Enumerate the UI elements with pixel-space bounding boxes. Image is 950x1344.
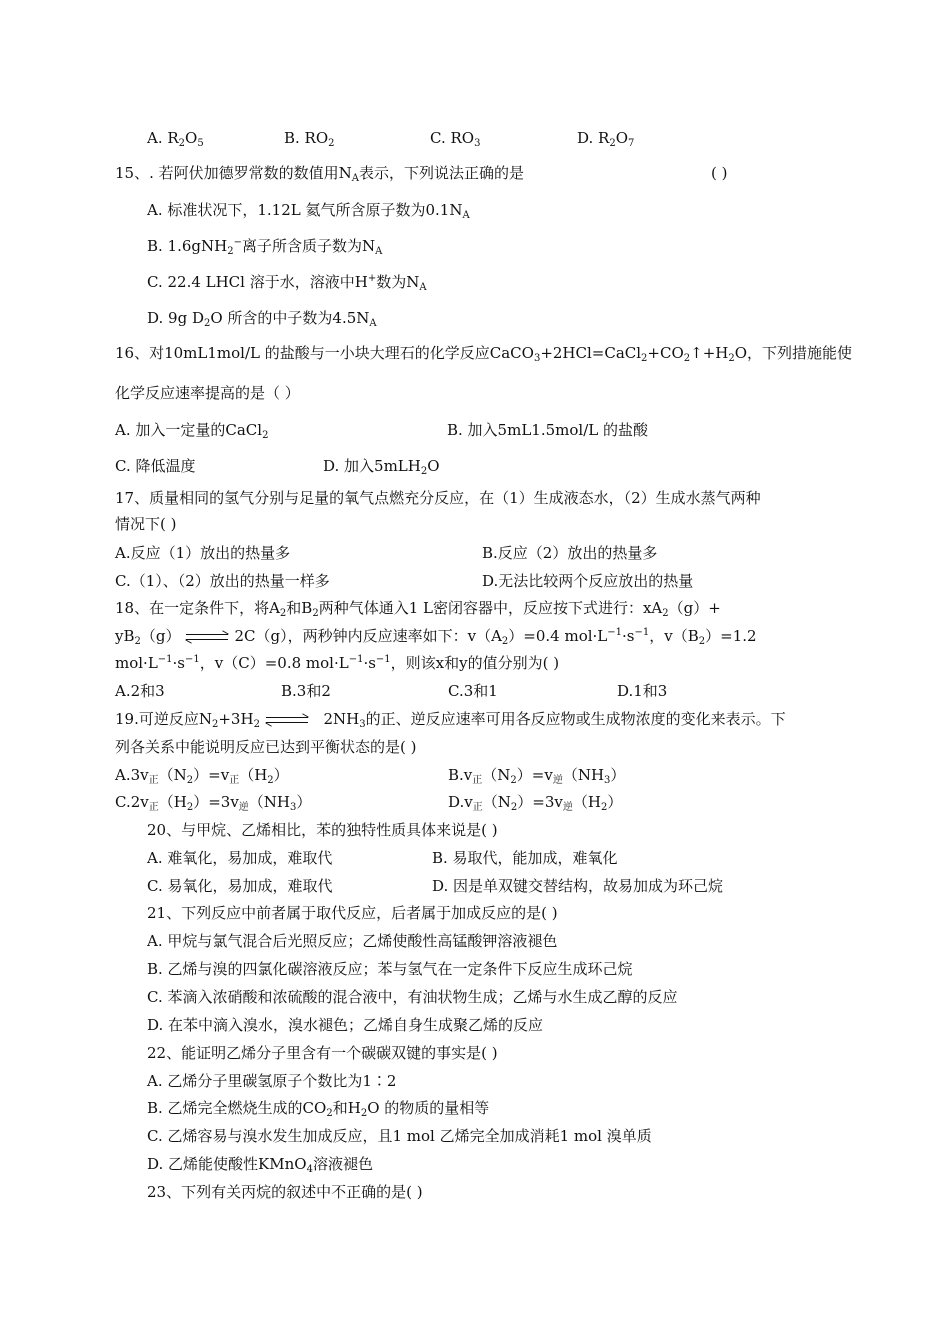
q20-option-d: D. 因是单双键交替结构，故易加成为环己烷 bbox=[432, 877, 724, 895]
q18-stem-line1: 18、在一定条件下，将$A_2$和$B_2$两种气体通入1 L密闭容器中，反应按下式进行：$xA_2(g)+$ bbox=[115, 599, 721, 619]
q19-option-a: $A.3v_正(N_2)=v_正(H_2)$ bbox=[115, 766, 289, 786]
q22-option-d: D. 乙烯能使酸性KMnO$_4$溶液褪色 bbox=[147, 1155, 373, 1175]
q16-stem-line1: 16、对10mL1mol/L 的盐酸与一小块大理石的化学反应$CaCO_3+2HCl=CaCl_2+CO_2↑+H_2O$，下列措施能使 bbox=[115, 344, 853, 364]
q16-option-b: B. 加入5mL1.5mol/L 的盐酸 bbox=[447, 421, 648, 439]
q14-option-a: A. $R_2O_5$ bbox=[147, 129, 204, 149]
q15-stem: 15、. 若阿伏加德罗常数的数值用$N_A$表示，下列说法正确的是 bbox=[115, 164, 524, 184]
q20-stem: 20、与甲烷、乙烯相比，苯的独特性质具体来说是( ) bbox=[147, 821, 498, 839]
q15-option-d: D. 9g $D_2O$ 所含的中子数为$4.5N_A$ bbox=[147, 309, 377, 329]
q18-option-d: D.1和3 bbox=[617, 682, 668, 700]
q23-stem: 23、下列有关丙烷的叙述中不正确的是( ) bbox=[147, 1183, 423, 1201]
equilibrium-arrow-icon bbox=[184, 630, 230, 644]
q19-stem-line1: 19.可逆反应$N_2+3H_2$ $2NH_3$的正、逆反应速率可用各反应物或生成物浓度的变化来表示。下 bbox=[115, 710, 786, 730]
q16-option-d: D. 加入5mLH$_2$O bbox=[323, 457, 440, 477]
q20-option-c: C. 易氧化，易加成，难取代 bbox=[147, 877, 333, 895]
q17-option-c: C.（1）、（2）放出的热量一样多 bbox=[115, 572, 330, 590]
q16-stem-line2: 化学反应速率提高的是（ ） bbox=[115, 384, 300, 402]
q21-option-b: B. 乙烯与溴的四氯化碳溶液反应；苯与氢气在一定条件下反应生成环己烷 bbox=[147, 960, 633, 978]
q15-option-a: A. 标准状况下，1.12L 氦气所含原子数为$0.1N_A$ bbox=[147, 201, 470, 221]
q20-option-a: A. 难氧化，易加成，难取代 bbox=[147, 849, 333, 867]
equilibrium-arrow-icon bbox=[264, 713, 310, 727]
q21-option-d: D. 在苯中滴入溴水，溴水褪色；乙烯自身生成聚乙烯的反应 bbox=[147, 1016, 544, 1034]
q15-option-c: C. 22.4 LHCl 溶于水，溶液中H+数为$N_A$ bbox=[147, 273, 427, 293]
q19-stem-line2: 列各关系中能说明反应已达到平衡状态的是( ) bbox=[115, 738, 417, 756]
q22-option-b: B. 乙烯完全燃烧生成的$CO_2$和$H_2O$ 的物质的量相等 bbox=[147, 1099, 490, 1119]
q17-stem-line1: 17、质量相同的氢气分别与足量的氧气点燃充分反应，在（1）生成液态水，（2）生成水蒸气两种 bbox=[115, 489, 761, 507]
q19-option-b: $B.v_正(N_2)=v_逆(NH_3)$ bbox=[448, 766, 626, 786]
q22-option-a: A. 乙烯分子里碳氢原子个数比为1∶2 bbox=[147, 1072, 397, 1090]
q15-option-b: B. 1.6gNH$_2$−离子所含质子数为$N_A$ bbox=[147, 237, 383, 257]
q19-option-d: $D.v_正(N_2)=3v_逆(H_2)$ bbox=[448, 793, 623, 813]
q20-option-b: B. 易取代，能加成，难氧化 bbox=[432, 849, 618, 867]
q18-option-b: B.3和2 bbox=[281, 682, 331, 700]
q19-option-c: $C.2v_正(H_2)=3v_逆(NH_3)$ bbox=[115, 793, 312, 813]
q16-option-a: A. 加入一定量的CaCl$_2$ bbox=[115, 421, 269, 441]
q15-answer-paren: ( ) bbox=[711, 164, 728, 182]
q14-option-c: C. $RO_3$ bbox=[430, 129, 481, 149]
q21-stem: 21、下列反应中前者属于取代反应，后者属于加成反应的是( ) bbox=[147, 904, 558, 922]
q22-option-c: C. 乙烯容易与溴水发生加成反应，且1 mol 乙烯完全加成消耗1 mol 溴单质 bbox=[147, 1127, 652, 1145]
q14-option-b: B. $RO_2$ bbox=[284, 129, 335, 149]
q16-option-c: C. 降低温度 bbox=[115, 457, 196, 475]
q18-option-c: C.3和1 bbox=[448, 682, 498, 700]
q14-option-d: D. $R_2O_7$ bbox=[577, 129, 635, 149]
q18-option-a: A.2和3 bbox=[115, 682, 165, 700]
q17-option-d: D.无法比较两个反应放出的热量 bbox=[482, 572, 694, 590]
q18-stem-line3: $mol\cdot L^{-1}\cdot s^{-1}$，v（C）=0.8 $mol\cdot L^{-1}\cdot s^{-1}$，则该x和y的值分别为( ) bbox=[115, 654, 560, 672]
q17-stem-line2: 情况下( ) bbox=[115, 515, 177, 533]
q18-stem-line2: $yB_2(g)$ 2C（g），两秒钟内反应速率如下：$v(A_2)=0.4$ $mol\cdot L^{-1}\cdot s^{-1}$，$v(B_2)=1.2$ bbox=[115, 627, 757, 647]
q21-option-a: A. 甲烷与氯气混合后光照反应；乙烯使酸性高锰酸钾溶液褪色 bbox=[147, 932, 558, 950]
q17-option-b: B.反应（2）放出的热量多 bbox=[482, 544, 658, 562]
q21-option-c: C. 苯滴入浓硝酸和浓硫酸的混合液中，有油状物生成；乙烯与水生成乙醇的反应 bbox=[147, 988, 678, 1006]
q22-stem: 22、能证明乙烯分子里含有一个碳碳双键的事实是( ) bbox=[147, 1044, 498, 1062]
q17-option-a: A.反应（1）放出的热量多 bbox=[115, 544, 291, 562]
